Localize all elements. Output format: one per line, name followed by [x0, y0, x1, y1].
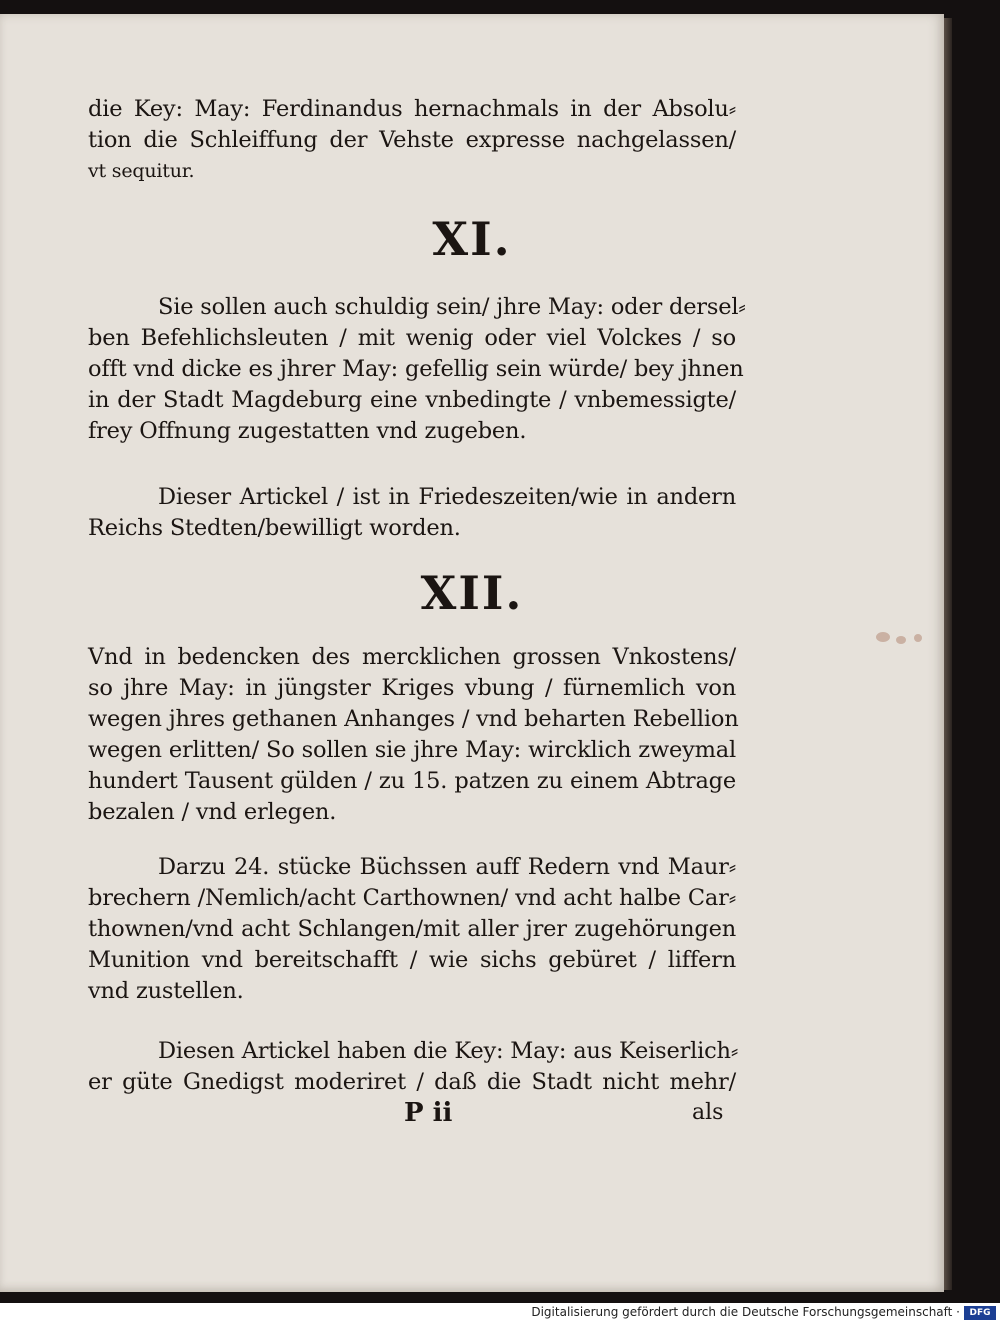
note-xi	[88, 482, 736, 544]
text-line: thownen/vnd acht Schlangen/mit aller jrer zugehörungen	[88, 916, 736, 942]
text-line: die Key: May: Ferdinandus hernachmals in der Absolu⸗	[88, 96, 736, 122]
article-xii-b	[88, 852, 736, 1007]
text-line: vt sequitur.	[88, 160, 195, 182]
text-line: Munition vnd bereitschafft / wie sichs gebüret / liffern	[88, 947, 736, 973]
note-xii	[88, 1036, 739, 1098]
catchword: als	[692, 1100, 724, 1125]
heading-xi: XI.	[432, 212, 512, 266]
text-line: Sie sollen auch schuldig sein/ jhre May: oder dersel⸗	[158, 294, 746, 320]
text-line: wegen jhres gethanen Anhanges / vnd beharten Rebellion	[88, 706, 739, 732]
text-line: Darzu 24. stücke Büchssen auff Redern vnd Maur⸗	[158, 854, 736, 880]
text-line: tion die Schleiffung der Vehste expresse nachgelassen/	[88, 127, 736, 153]
text-line: brechern /Nemlich/acht Carthownen/ vnd acht halbe Car⸗	[88, 885, 736, 911]
text-line: vnd zustellen.	[88, 978, 244, 1004]
article-xii	[88, 642, 739, 828]
signature-mark: P ii	[404, 1098, 453, 1128]
heading-xii: XII.	[420, 566, 524, 620]
footer-bar	[0, 1303, 1000, 1323]
text-line: hundert Tausent gülden / zu 15. patzen zu einem Abtrage	[88, 768, 736, 794]
ink-stain	[914, 634, 922, 642]
text-line: Reichs Stedten/bewilligt worden.	[88, 515, 461, 541]
text-line: offt vnd dicke es jhrer May: gefellig sein würde/ bey jhnen	[88, 356, 744, 382]
funding-credit: Digitalisierung gefördert durch die Deutsche Forschungsgemeinschaft ·	[531, 1305, 960, 1319]
page-edge	[944, 18, 952, 1290]
text-line: Dieser Artickel / ist in Friedeszeiten/wie in andern	[158, 484, 736, 510]
text-line: in der Stadt Magdeburg eine vnbedingte / vnbemessigte/	[88, 387, 736, 413]
text-line: frey Offnung zugestatten vnd zugeben.	[88, 418, 527, 444]
text-line: so jhre May: in jüngster Kriges vbung / fürnemlich von	[88, 675, 736, 701]
text-line: ben Befehlichsleuten / mit wenig oder viel Volckes / so	[88, 325, 736, 351]
text-line: Vnd in bedencken des mercklichen grossen Vnkostens/	[88, 644, 736, 670]
text-line: er güte Gnedigst moderiret / daß die Stadt nicht mehr/	[88, 1069, 736, 1095]
text-line: Diesen Artickel haben die Key: May: aus Keiserlich⸗	[158, 1038, 739, 1064]
ink-stain	[876, 632, 890, 642]
text-line: bezalen / vnd erlegen.	[88, 799, 337, 825]
article-xi	[88, 292, 746, 447]
dfg-logo: DFG	[964, 1306, 996, 1320]
text-line: wegen erlitten/ So sollen sie jhre May: wircklich zweymal	[88, 737, 736, 763]
top-paragraph	[88, 94, 736, 187]
ink-stain	[896, 636, 906, 644]
